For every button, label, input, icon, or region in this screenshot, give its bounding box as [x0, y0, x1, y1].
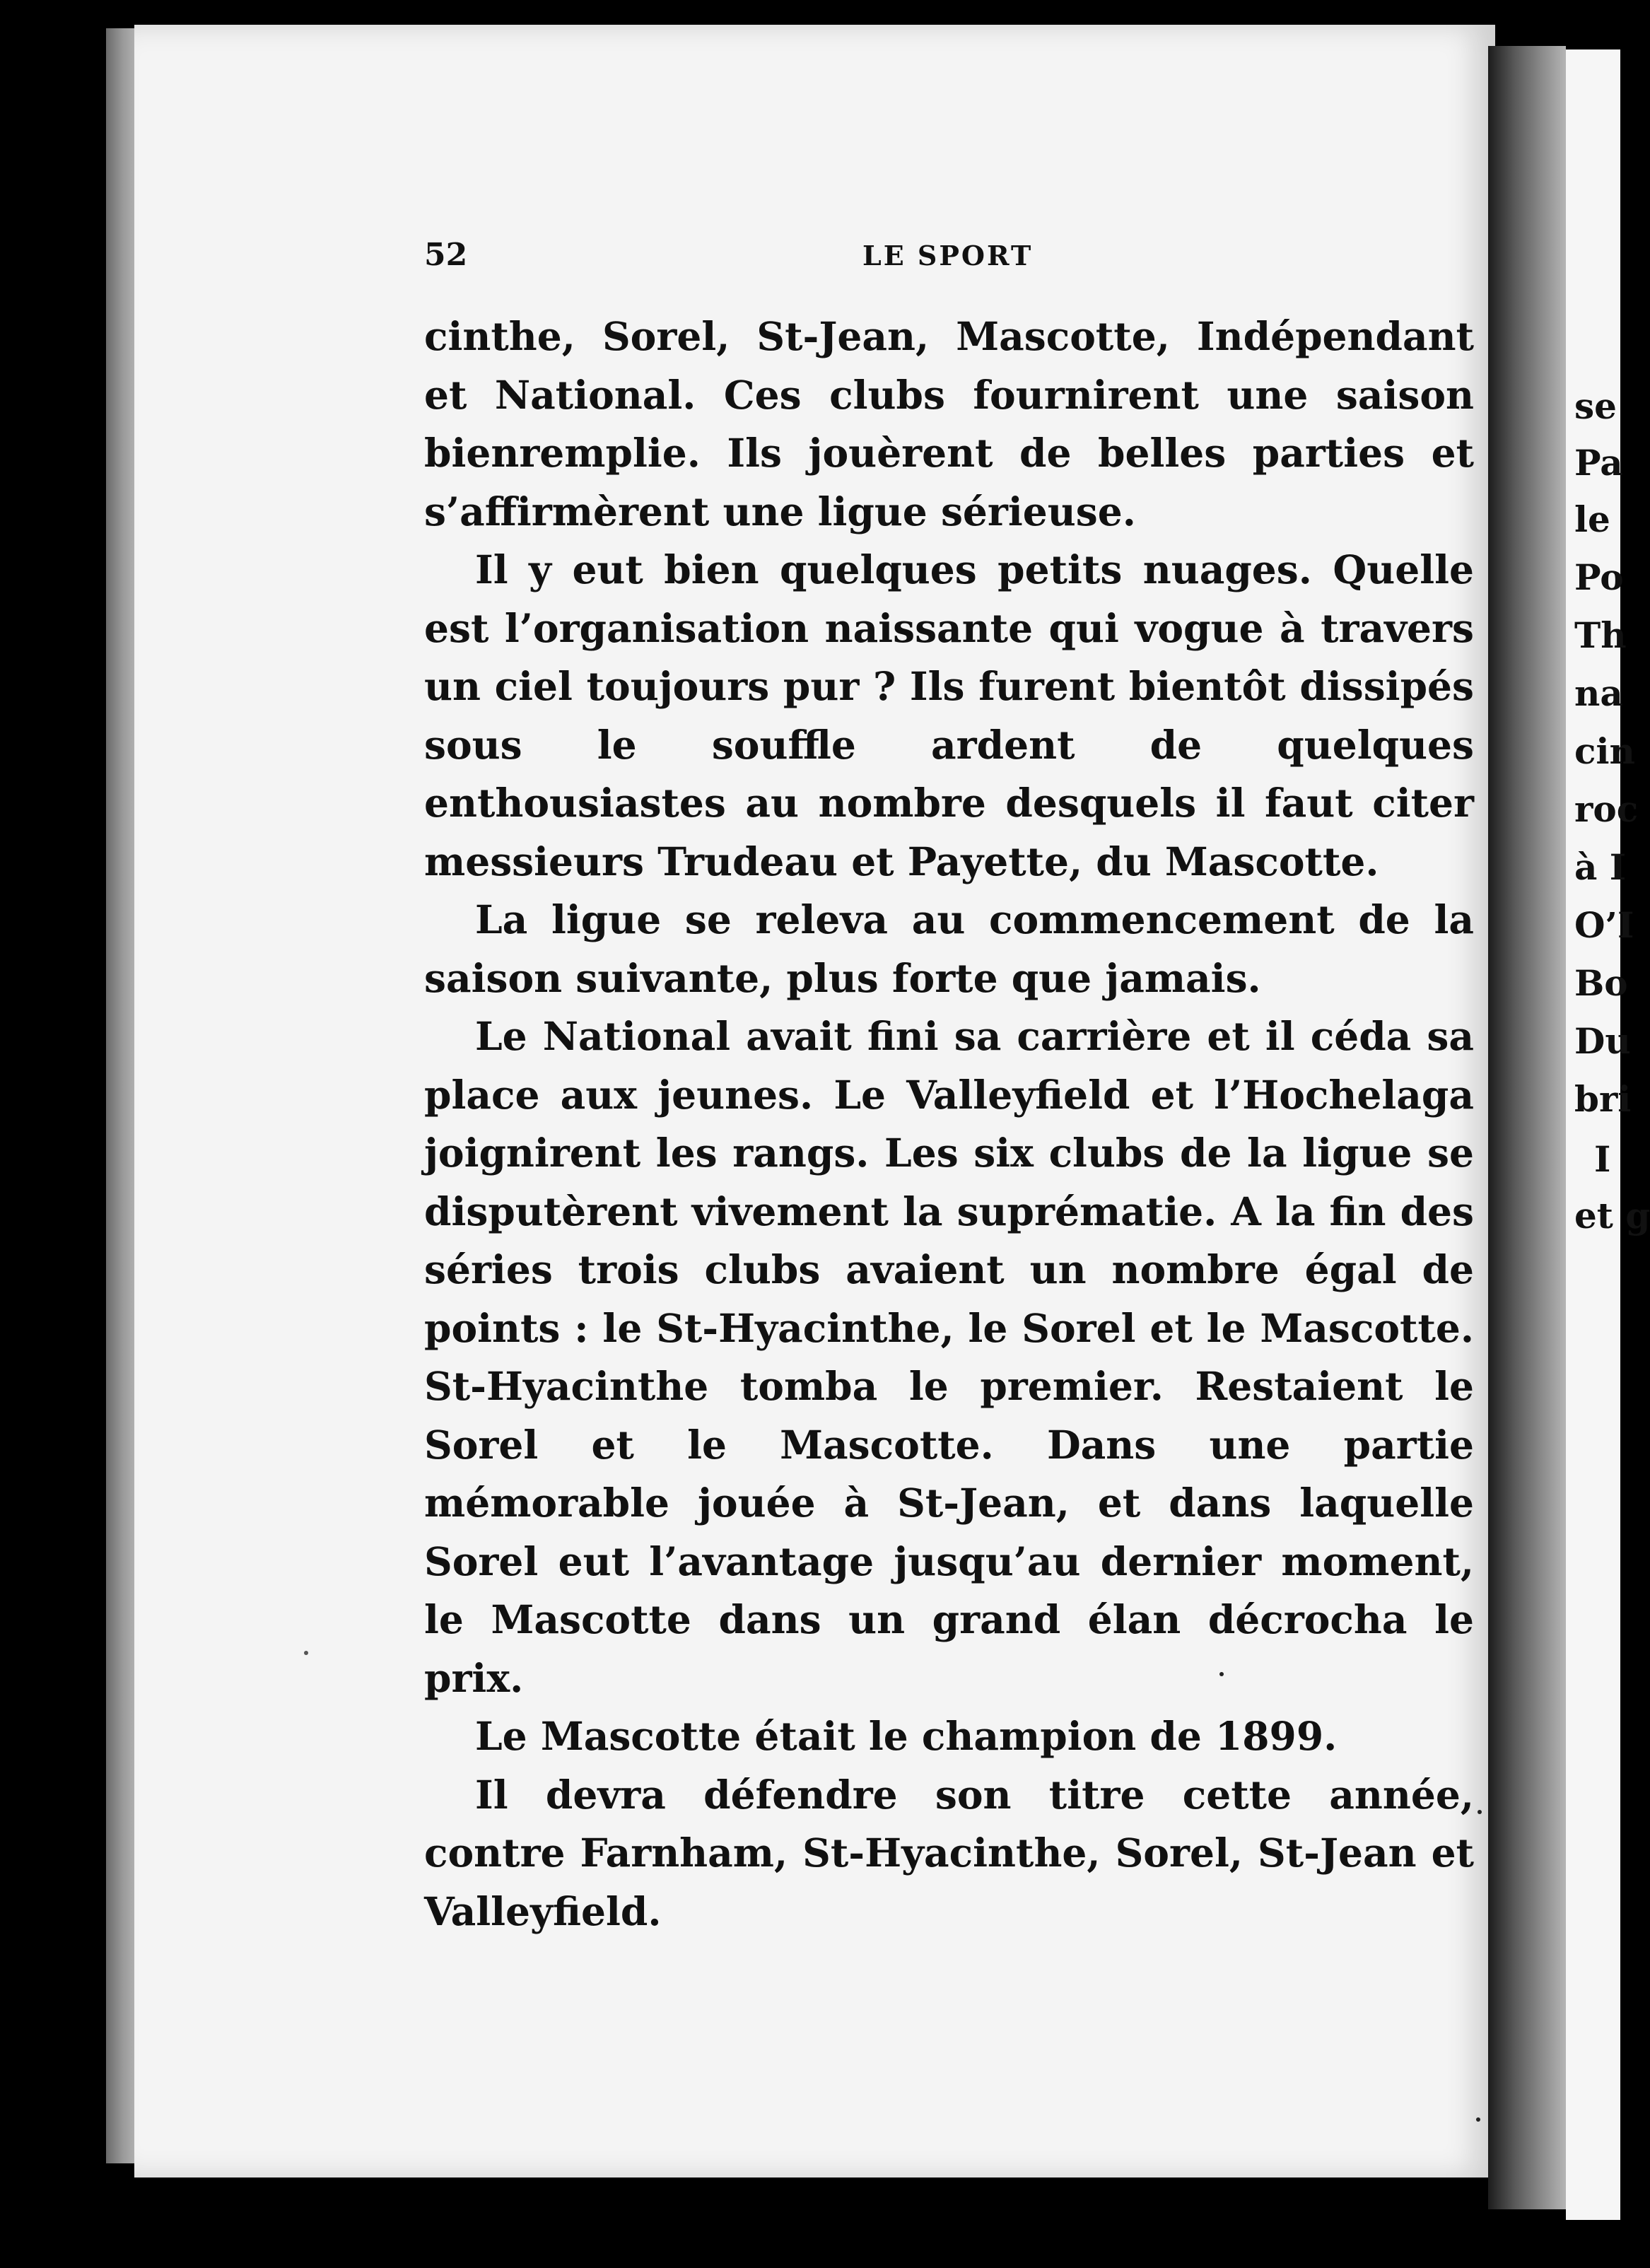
facing-page-fragment: Po	[1574, 556, 1624, 598]
paragraph: Il y eut bien quelques petits nuages. Quelle est l’organisation naissante qui vogue à travers un ciel toujours pur ? Ils furent bientôt dissipés sous le souffle ardent de quelques enthousiastes au nombre desquels il faut citer messieurs Trudeau et Payette, du Mascotte.	[424, 546, 1474, 884]
page-number: 52	[424, 237, 468, 273]
facing-page-fragment: Th	[1574, 614, 1627, 656]
facing-page-fragment: O’I	[1574, 904, 1634, 946]
facing-page-fragment: Du	[1574, 1020, 1631, 1062]
paragraph: Il devra défendre son titre cette année, contre Farnham, St-Hyacinthe, Sorel, St-Jean et Valleyfield.	[424, 1771, 1474, 1934]
page-body	[424, 308, 1474, 1941]
scan-speck	[1476, 2117, 1480, 2122]
facing-page-fragment: I	[1594, 1138, 1611, 1180]
paragraph: Le Mascotte était le champion de 1899.	[475, 1713, 1338, 1759]
book-gutter-shadow	[1488, 46, 1566, 2209]
facing-page-fragment: roc	[1574, 788, 1639, 830]
facing-page-fragment: le	[1574, 498, 1610, 540]
facing-page-fragment: se	[1574, 385, 1617, 427]
facing-page-fragment: et g	[1574, 1195, 1650, 1237]
facing-page-fragment: na	[1574, 672, 1623, 714]
paragraph: cinthe, Sorel, St-Jean, Mascotte, Indépendant et National. Ces clubs fournirent une saison bienremplie. Ils jouèrent de belles parties et s’affirmèrent une ligue sérieuse.	[424, 313, 1474, 534]
facing-page-fragment: bri	[1574, 1078, 1632, 1120]
paragraph: Le National avait fini sa carrière et il céda sa place aux jeunes. Le Valleyfield et l’Hochelaga joignirent les rangs. Les six clubs de la ligue se disputèrent vivement la suprématie. A la fin des séries trois clubs avaient un nombre égal de points : le St-Hyacinthe, le Sorel et le Mascotte. St-Hyacinthe tomba le premier. Restaient le Sorel et le Mascotte. Dans une partie mémorable jouée à St-Jean, et dans laquelle Sorel eut l’avantage jusqu’au dernier moment, le Mascotte dans un grand élan décrocha le prix.	[424, 1013, 1474, 1701]
running-head: LE SPORT	[862, 240, 1034, 271]
scan-speck	[304, 1651, 308, 1655]
scan-speck	[1219, 1672, 1224, 1676]
facing-page-edge	[1566, 49, 1650, 2220]
facing-page-fragment: cin	[1574, 730, 1635, 772]
paragraph: La ligue se releva au commencement de la saison suivante, plus forte que jamais.	[424, 896, 1474, 1001]
page-header	[424, 237, 1463, 279]
facing-page-fragment: à I	[1574, 846, 1627, 888]
scan-speck	[1478, 1810, 1482, 1814]
facing-page-fragment: Pa	[1574, 442, 1623, 484]
facing-page-fragment: Bo	[1574, 962, 1628, 1004]
